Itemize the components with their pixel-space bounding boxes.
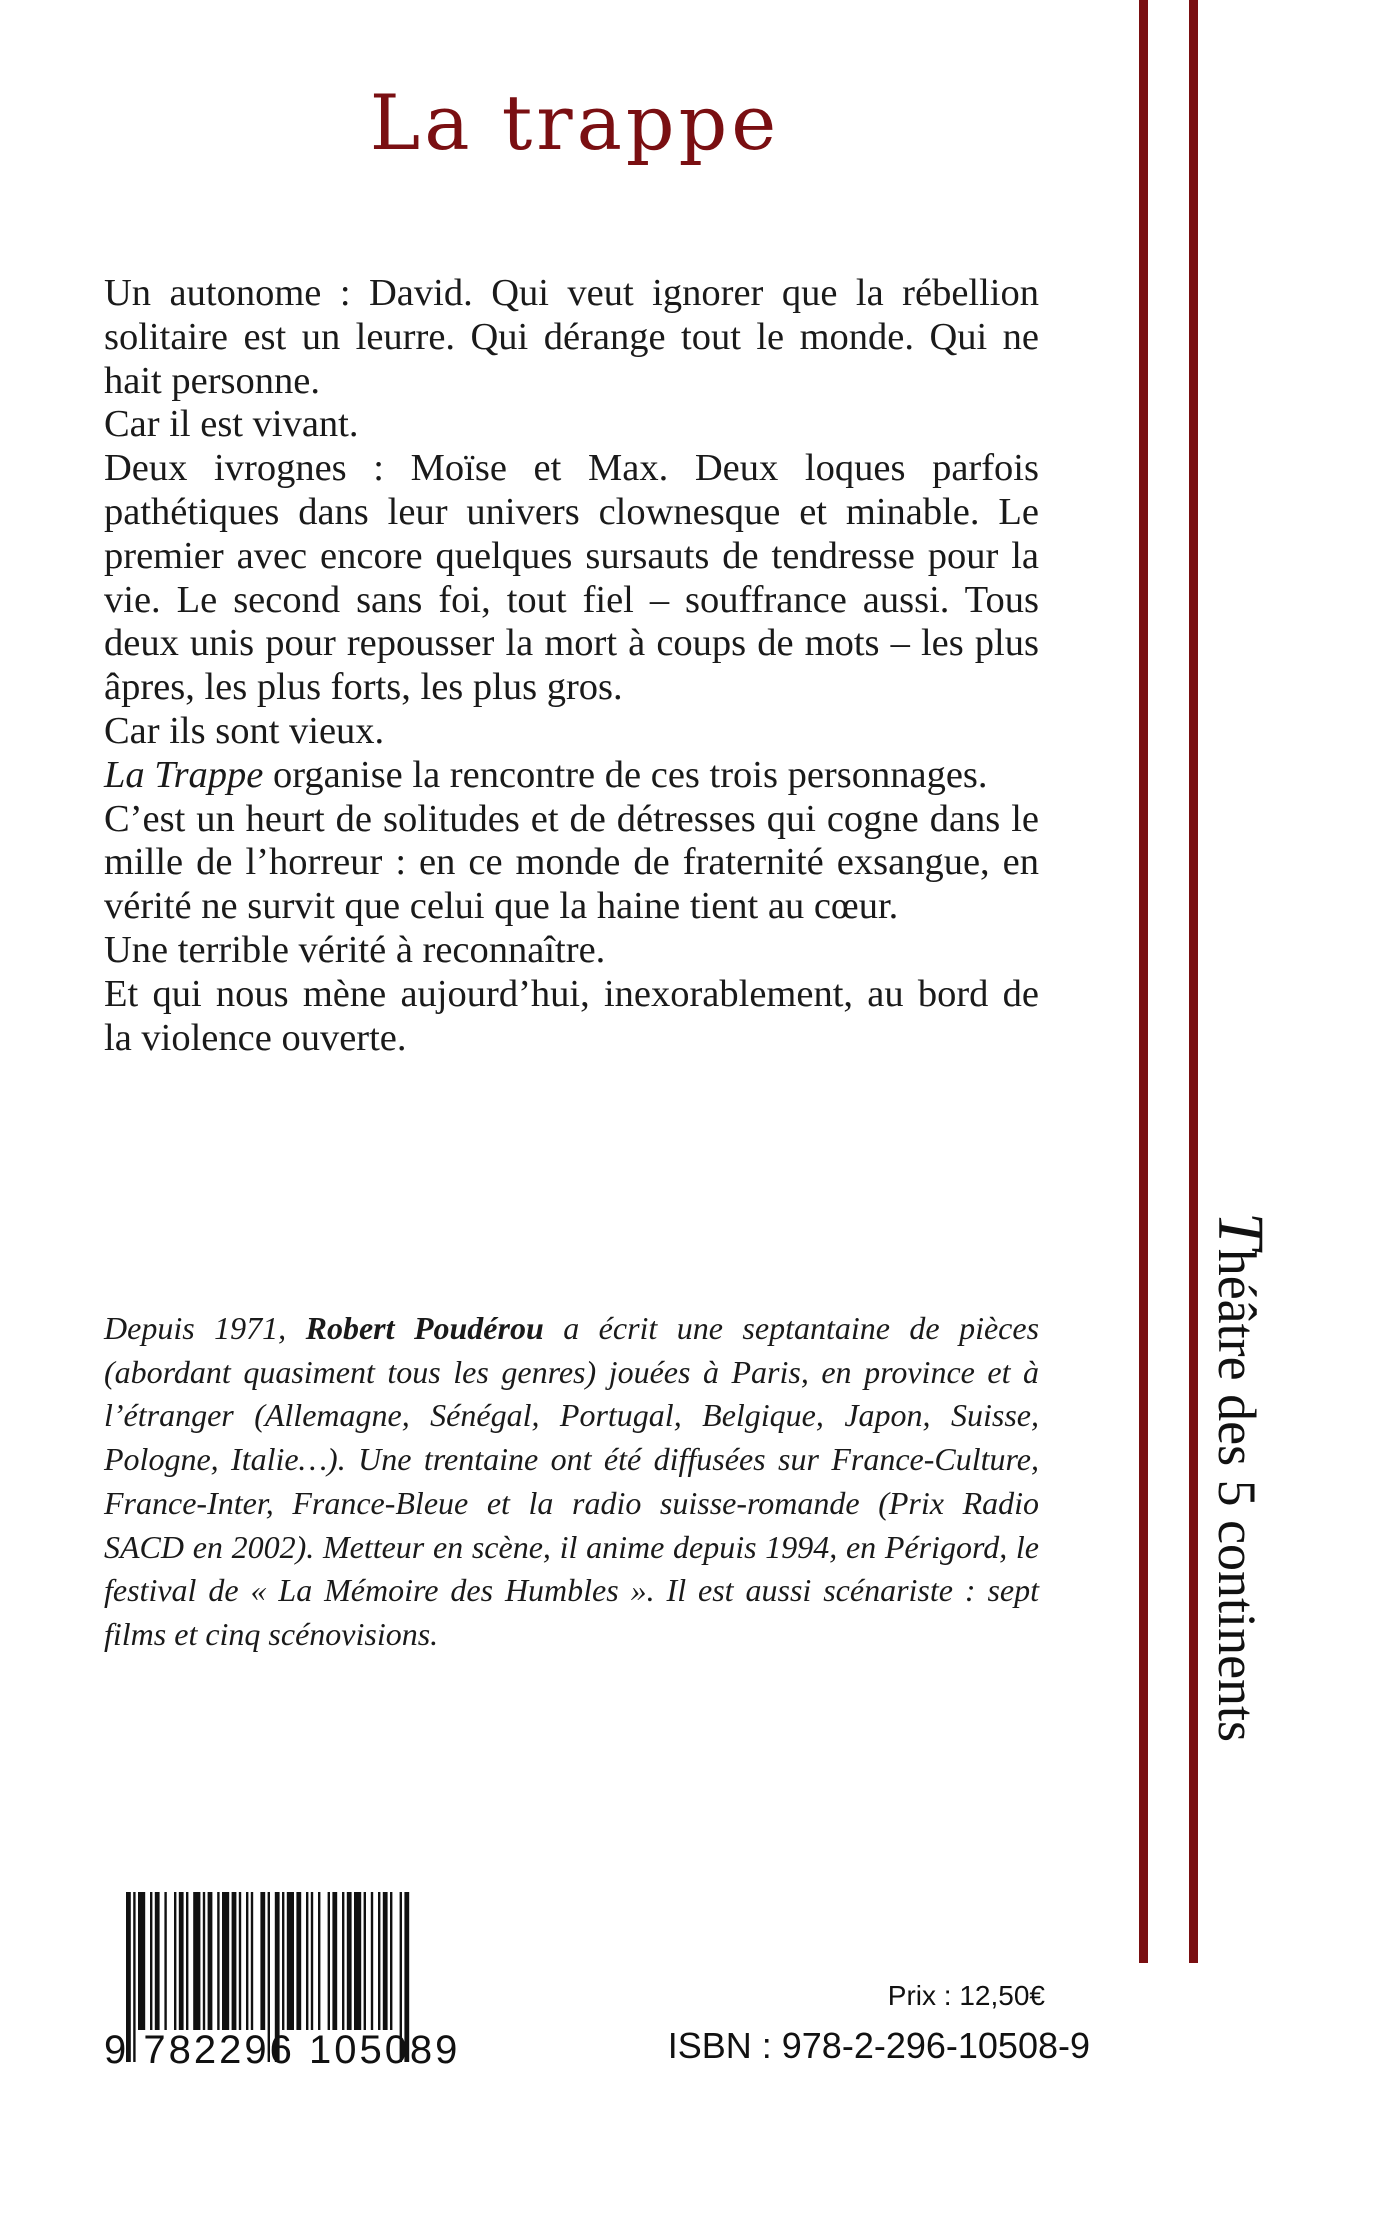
barcode-bar [328,1892,330,2030]
barcode-bar [246,1892,248,2030]
author-bio [104,1307,1039,1657]
bio-lead: Depuis 1971, [104,1310,287,1346]
barcode-bar [311,1892,313,2030]
blurb-paragraph: Car il est vivant. [104,403,359,446]
barcode-bar [332,1892,337,2030]
blurb-paragraph: Car ils sont vieux. [104,709,385,752]
barcode-bar [282,1892,284,2030]
spine-rule-right [1189,0,1198,1963]
barcode-bar [371,1892,373,2030]
blurb-italic-title: La Trappe [104,753,264,796]
barcode-bar [174,1892,176,2030]
blurb-paragraph [104,754,1039,798]
barcode-bar [217,1892,219,2030]
barcode-bar [287,1892,294,2030]
collection-initial: T [1204,1212,1277,1249]
barcode-bar [390,1892,392,2030]
barcode-bar [364,1892,366,2030]
barcode-bar [164,1892,166,2030]
book-title: La trappe [369,78,781,167]
bio-text: a écrit une septantaine de pièces (abordant quasiment tous les genres) jouées à Paris, en province et à l’étranger (Allemagne, Sénégal, Portugal, Belgique, Japon, Suisse, Pologne, Italie…). Une trentaine ont été diffusées sur France-Culture, France-Inter, France-Bleue et la radio suisse-romande (Prix Radio SACD en 2002). Metteur en scène, il anime depuis 1994, en Périgord, le festival de « La Mémoire des Humbles ». Il est aussi scénariste : sept films et cinq scénovisions. [104,1310,1040,1652]
barcode-bar [203,1892,205,2030]
blurb-paragraph: Une terrible vérité à reconnaître. [104,928,606,971]
spine-rule-left [1139,0,1148,1963]
blurb-paragraph: C’est un heurt de solitudes et de détresses qui cogne dans le mille de l’horreur : en ce monde de fraternité exsangue, en vérité ne survit que celui que la haine tient au cœur. [104,797,1039,928]
barcode-bar [239,1892,241,2030]
barcode-bar [222,1892,229,2030]
isbn-label: ISBN : 978-2-296-10508-9 [667,2025,1090,2066]
price-label: Prix : 12,50€ [887,1980,1045,2011]
barcode-bar [347,1892,352,2030]
barcode-bar [232,1892,237,2030]
blurb-paragraph: Un autonome : David. Qui veut ignorer que la rébellion solitaire est un leurre. Qui dérange tout le monde. Qui ne hait personne. [104,272,1039,402]
barcode [104,1892,461,2080]
barcode-bar [193,1892,200,2030]
barcode-bar [251,1892,253,2030]
back-cover-blurb [104,272,1039,1060]
barcode-bar [306,1892,308,2030]
barcode-bar [342,1892,344,2030]
author-name: Robert Poudérou [305,1310,544,1346]
barcode-bar [354,1892,361,2030]
barcode-bar [155,1892,160,2030]
barcode-bar [260,1892,265,2030]
barcode-bar [138,1892,145,2030]
barcode-bar [186,1892,188,2030]
barcode-bar [208,1892,213,2030]
blurb-paragraph: Deux ivrognes : Moïse et Max. Deux loques parfois pathétiques dans leur univers clownesque et minable. Le premier avec encore quelques sursauts de tendresse pour la vie. Le second sans foi, tout fiel – souffrance aussi. Tous deux unis pour repousser la mort à coups de mots – les plus âpres, les plus forts, les plus gros. [104,447,1039,709]
barcode-bar [179,1892,184,2030]
collection-name [1204,1212,1277,1982]
blurb-paragraph: Et qui nous mène aujourd’hui, inexorablement, au bord de la violence ouverte. [104,972,1039,1059]
barcode-bar [296,1892,301,2030]
collection-rest: héâtre des 5 continents [1207,1248,1267,1743]
barcode-bar [378,1892,380,2030]
blurb-text: organise la rencontre de ces trois personnages. [273,753,988,796]
barcode-bar [318,1892,320,2030]
barcode-bar [150,1892,152,2030]
barcode-digits: 9 782296 105089 [104,2028,461,2072]
barcode-bar [383,1892,388,2030]
